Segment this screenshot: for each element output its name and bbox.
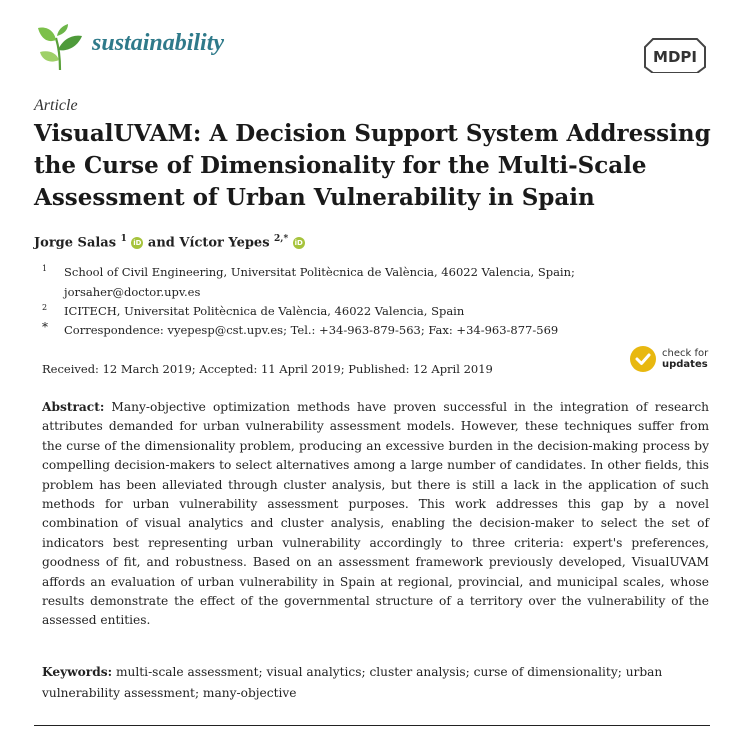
- keywords-text: multi-scale assessment; visual analytics; cluster analysis; curse of dimensionality; urban vulnerability assessment; many-objective: [42, 665, 663, 700]
- affiliation-mark: *: [42, 320, 48, 334]
- author-line: [34, 234, 305, 250]
- author-affiliation-sup: 2,*: [274, 234, 289, 244]
- abstract-text: Many-objective optimization methods have proven successful in the integration of research attributes demanded for urban vulnerability assessment models. However, these techniques suffer from the curse of the dimensionality problem, producing an excessive burden in the decision-making process by compelling decision-makers to select alternatives among a large number of candidates. In other fields, this problem has been alleviated through cluster analysis, but there is still a lack in the application of such methods for urban vulnerability assessment purposes. This work addresses this gap by a novel combination of visual analytics and cluster analysis, enabling the decision-maker to select the set of indicators best representing urban vulnerability accordingly to three criteria: expert's preferences, goodness of fit, and robustness. Based on an assessment framework previously developed, VisualUVAM affords an evaluation of urban vulnerability in Spain at regional, provincial, and municipal scales, whose results demonstrate the effect of the governmental structure of a territory over the vulnerability of the assessed entities.: [42, 400, 710, 628]
- orcid-icon[interactable]: iD: [294, 239, 303, 248]
- article-title: VisualUVAM: A Decision Support System Addressing the Curse of Dimensionality for the Multi-Scale Assessment of Urban Vulnerability in Spain: [34, 120, 711, 211]
- correspondence-text: Correspondence: vyepesp@cst.upv.es; Tel.: +34-963-879-563; Fax: +34-963-877-569: [64, 323, 559, 337]
- affiliation-mark: 2: [42, 303, 48, 312]
- check-for-updates-badge[interactable]: [630, 346, 720, 376]
- abstract: [42, 398, 709, 631]
- affiliation-mark: 1: [42, 264, 48, 273]
- sustainability-leaf-icon: [36, 22, 84, 72]
- check-icon: [630, 346, 656, 372]
- author-connector: and: [147, 235, 175, 251]
- affiliation-email[interactable]: jorsaher@doctor.upv.es: [64, 285, 201, 299]
- publication-dates: Received: 12 March 2019; Accepted: 11 April 2019; Published: 12 April 2019: [42, 362, 493, 376]
- affiliation-text: ICITECH, Universitat Politècnica de València, 46022 Valencia, Spain: [64, 304, 465, 318]
- author-name[interactable]: Jorge Salas: [34, 235, 117, 251]
- article-type: Article: [34, 97, 78, 114]
- check-for-updates-label: [662, 348, 708, 370]
- mdpi-logo: [643, 33, 707, 73]
- author-name[interactable]: Víctor Yepes: [179, 235, 270, 251]
- keywords: [42, 662, 709, 704]
- abstract-label: Abstract:: [42, 400, 105, 414]
- mdpi-logo-text: MDPI: [653, 48, 697, 66]
- journal-name: sustainability: [92, 30, 225, 56]
- author-affiliation-sup: 1: [120, 234, 127, 244]
- section-divider: [34, 725, 710, 726]
- orcid-icon[interactable]: iD: [133, 239, 142, 248]
- check-line2: updates: [662, 359, 708, 370]
- affiliation-text: School of Civil Engineering, Universitat Politècnica de València, 46022 Valencia, Spain;: [64, 265, 575, 279]
- check-line1: check for: [662, 348, 709, 359]
- keywords-label: Keywords:: [42, 665, 113, 679]
